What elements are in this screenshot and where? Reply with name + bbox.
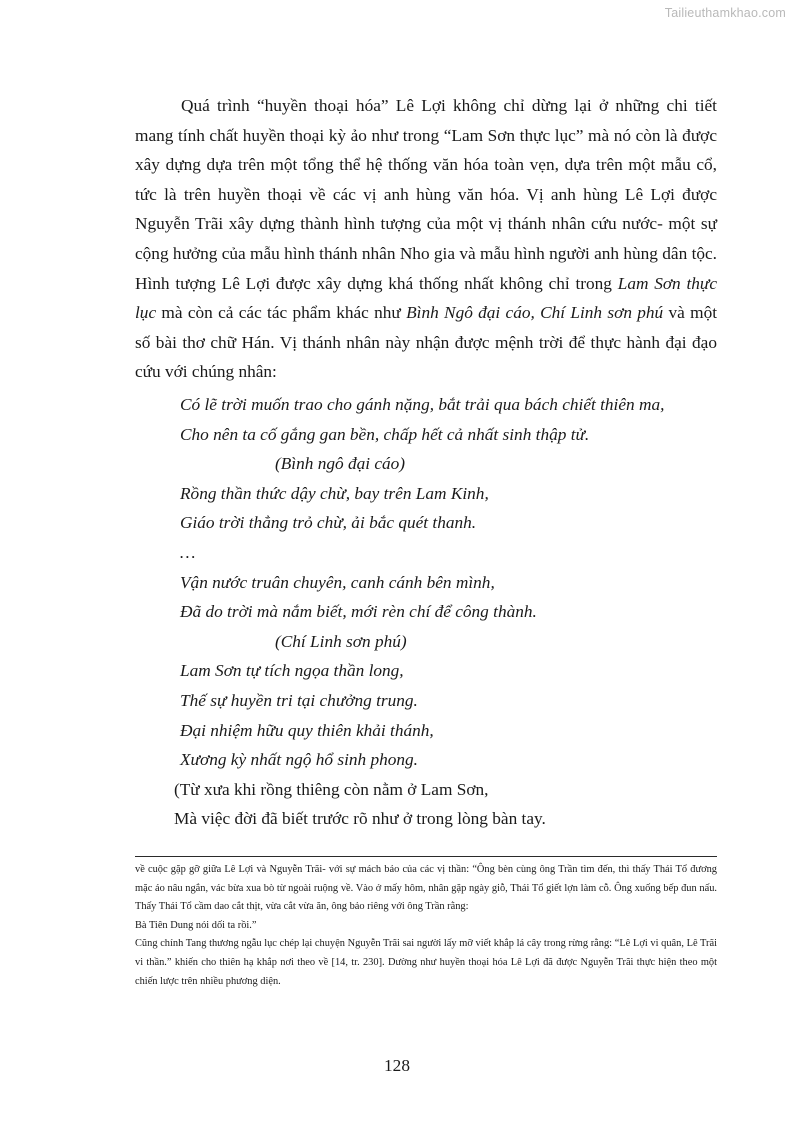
verse-block xyxy=(174,390,665,834)
page-number: 128 xyxy=(384,1056,410,1075)
verse-line: Vận nước truân chuyên, canh cánh bên mình, xyxy=(180,572,495,592)
work-title-lam-son: Lam Sơn thực lục xyxy=(135,273,718,323)
verse-source-chi-linh: (Chí Linh sơn phú) xyxy=(275,631,407,651)
paragraph-part-1: Quá trình “huyền thoại hóa” Lê Lợi không chỉ dừng lại ở những chi tiết mang tính chất huyền thoại kỳ ảo như trong “Lam Sơn thực lục” mà nó còn là được xây dựng dựa trên một tổng thể hệ thống văn hóa toàn vẹn, dựa trên một mẫu cổ, tức là trên huyền thoại về các vị anh hùng văn hóa. Vị anh hùng Lê Lợi được Nguyễn Trãi xây dựng thành hình tượng của một vị thánh nhân cứu nước- một sự cộng hưởng của mẫu hình thánh nhân Nho gia và mẫu hình người anh hùng dân tộc. Hình tượng Lê Lợi được xây dựng khá thống nhất không chỉ trong xyxy=(135,96,717,293)
verse-line: Giáo trời thẳng trỏ chừ, ải bắc quét thanh. xyxy=(180,513,477,533)
verse-line: Thế sự huyền tri tại chưởng trung. xyxy=(180,690,418,710)
paragraph-part-2: mà còn cả các tác phẩm khác như xyxy=(156,303,407,323)
verse-source-binh-ngo: (Bình ngô đại cáo) xyxy=(275,454,406,474)
verse-line: Xương kỳ nhất ngộ hổ sinh phong. xyxy=(180,750,419,770)
footnotes xyxy=(135,861,717,991)
translation-line: (Từ xưa khi rồng thiêng còn nằm ở Lam Sơn, xyxy=(174,779,489,799)
footnote-text: Bà Tiên Dung nói dối ta rồi.” xyxy=(135,919,257,931)
footnote-text: về cuộc gặp gỡ giữa Lê Lợi và Nguyễn Trãi- với sự mách bảo của các vị thần: “Ông bèn cùng ông Trần tìm đến, thì thấy Thái Tổ đương mặc áo nâu ngắn, vác bừa xua bò từ ngoài ruộng về. Vào ở mấy hôm, nhân gặp ngày giỗ, Thái Tổ giết lợn làm cỗ. Ông xuống bếp đun nấu. Thấy Thái Tổ cầm dao cắt thịt, vừa cắt vừa ăn, ông bảo riêng với ông Trần rằng: xyxy=(135,864,717,913)
footnote-text: Cũng chính Tang thương ngẫu lục chép lại chuyện Nguyễn Trãi sai người lấy mỡ viết khắp lá cây trong rừng rằng: “Lê Lợi vi quân, Lê Trãi vi thần.” khiến cho thiên hạ khắp nơi theo về [14, tr. 230]. Dường như huyền thoại hóa Lê Lợi đã được Nguyễn Trãi thực hiện theo một chiến lược trên nhiều phương diện. xyxy=(135,938,717,987)
verse-ellipsis: … xyxy=(180,542,196,562)
watermark-text: Tailieuthamkhao.com xyxy=(664,6,786,20)
translation-line: Mà việc đời đã biết trước rõ như ở trong lòng bàn tay. xyxy=(174,809,546,829)
verse-line: Cho nên ta cố gắng gan bền, chấp hết cả nhất sinh thập tử. xyxy=(180,424,590,444)
main-paragraph xyxy=(135,91,717,387)
verse-line: Rồng thần thức dậy chừ, bay trên Lam Kinh, xyxy=(180,483,489,503)
verse-line: Đại nhiệm hữu quy thiên khải thánh, xyxy=(180,720,434,740)
verse-line: Đã do trời mà nắm biết, mới rèn chí để công thành. xyxy=(180,602,537,622)
verse-line: Lam Sơn tự tích ngọa thần long, xyxy=(180,661,404,681)
verse-line: Có lẽ trời muốn trao cho gánh nặng, bắt trải qua bách chiết thiên ma, xyxy=(180,395,665,414)
footnote-divider xyxy=(135,856,717,857)
paragraph-part-3: và một số bài thơ chữ Hán. Vị thánh nhân này nhận được mệnh trời để thực hành đại đạo cứu với chúng nhân: xyxy=(135,303,718,382)
work-title-binh-ngo-chi-linh: Bình Ngô đại cáo, Chí Linh sơn phú xyxy=(406,303,664,323)
paragraph-text xyxy=(135,91,717,387)
